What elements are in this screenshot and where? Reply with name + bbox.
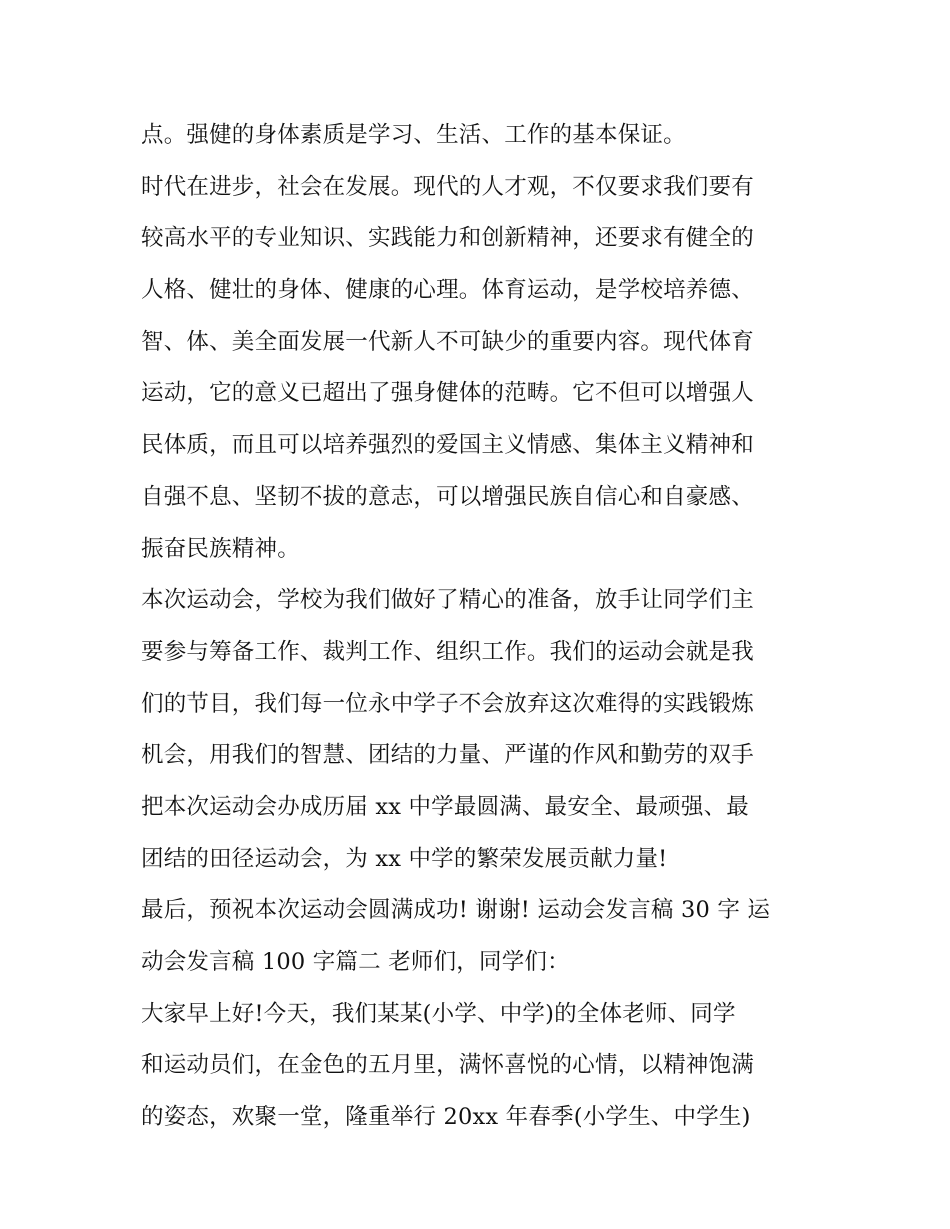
text-line: 自强不息、坚韧不拔的意志，可以增强民族自信心和自豪感、 <box>141 483 754 510</box>
text-line: 人格、健壮的身体、健康的心理。体育运动，是学校培养德、 <box>141 277 754 304</box>
text-line: 把本次运动会办成历届 xx 中学最圆满、最安全、最顽强、最 <box>141 793 749 820</box>
text-line: 最后，预祝本次运动会圆满成功! 谢谢! 运动会发言稿 30 字 运 <box>141 897 771 924</box>
text-line: 运动，它的意义已超出了强身健体的范畴。它不但可以增强人 <box>141 380 754 407</box>
text-line: 点。强健的身体素质是学习、生活、工作的基本保证。 <box>141 122 686 148</box>
text-line: 团结的田径运动会，为 xx 中学的繁荣发展贡献力量! <box>141 845 668 872</box>
text-line: 民体质，而且可以培养强烈的爱国主义情感、集体主义精神和 <box>141 432 754 459</box>
text-line: 较高水平的专业知识、实践能力和创新精神，还要求有健全的 <box>141 225 754 252</box>
body-text <box>141 110 821 1144</box>
text-line: 智、体、美全面发展一代新人不可缺少的重要内容。现代体育 <box>141 328 754 355</box>
text-line: 要参与筹备工作、裁判工作、组织工作。我们的运动会就是我 <box>141 638 754 665</box>
text-line: 时代在进步，社会在发展。现代的人才观，不仅要求我们要有 <box>141 173 754 200</box>
text-line: 本次运动会，学校为我们做好了精心的准备，放手让同学们主 <box>141 587 754 614</box>
text-line: 大家早上好!今天，我们某某(小学、中学)的全体老师、同学 <box>141 1000 736 1027</box>
text-line: 振奋民族精神。 <box>141 535 300 562</box>
text-line: 和运动员们，在金色的五月里，满怀喜悦的心情，以精神饱满 <box>141 1052 754 1079</box>
text-line: 机会，用我们的智慧、团结的力量、严谨的作风和勤劳的双手 <box>141 742 754 769</box>
text-line: 们的节目，我们每一位永中学子不会放弃这次难得的实践锻炼 <box>141 690 754 717</box>
text-line: 动会发言稿 100 字篇二 老师们，同学们： <box>141 949 570 975</box>
text-line: 的姿态，欢聚一堂，隆重举行 20xx 年春季(小学生、中学生) <box>141 1104 751 1131</box>
